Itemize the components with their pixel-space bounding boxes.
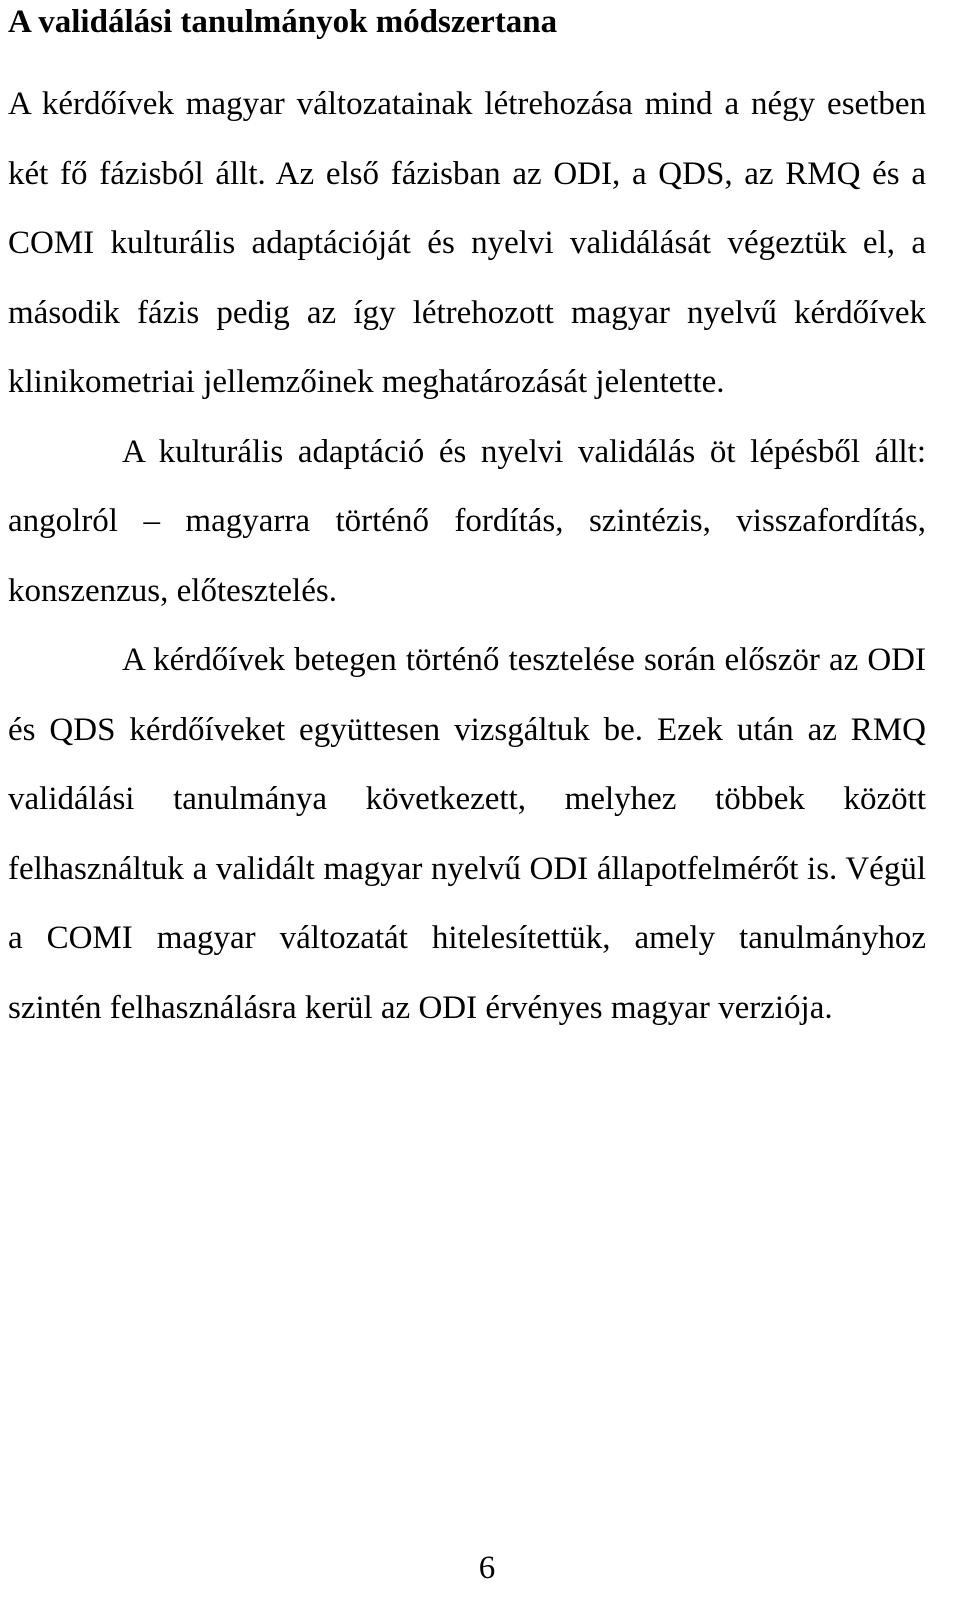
paragraph-2: A kulturális adaptáció és nyelvi validálás öt lépésből állt: angolról – magyarra történő fordítás, szintézis, visszafordítás, konszenzus, előtesztelés. xyxy=(8,433,926,609)
page-number: 6 xyxy=(478,1550,496,1586)
section-heading: A validálási tanulmányok módszertana xyxy=(8,4,558,40)
paragraph-1: A kérdőívek magyar változatainak létrehozása mind a négy esetben két fő fázisból állt. Az első fázisban az ODI, a QDS, az RMQ és a COMI kulturális adaptációját és nyelvi validálását végeztük el, a második fázis pedig az így létrehozott magyar nyelvű kérdőívek klinikometriai jellemzőinek meghatározását jelentette. xyxy=(8,86,926,400)
body-text xyxy=(8,70,926,1043)
paragraph-3: A kérdőívek betegen történő tesztelése során először az ODI és QDS kérdőíveket együttesen vizsgáltuk be. Ezek után az RMQ validálási tanulmánya következett, melyhez többek között felhasználtuk a validált magyar nyelvű ODI állapotfelmérőt is. Végül a COMI magyar változatát hitelesítettük, amely tanulmányhoz szintén felhasználásra kerül az ODI érvényes magyar verziója. xyxy=(8,642,926,1026)
